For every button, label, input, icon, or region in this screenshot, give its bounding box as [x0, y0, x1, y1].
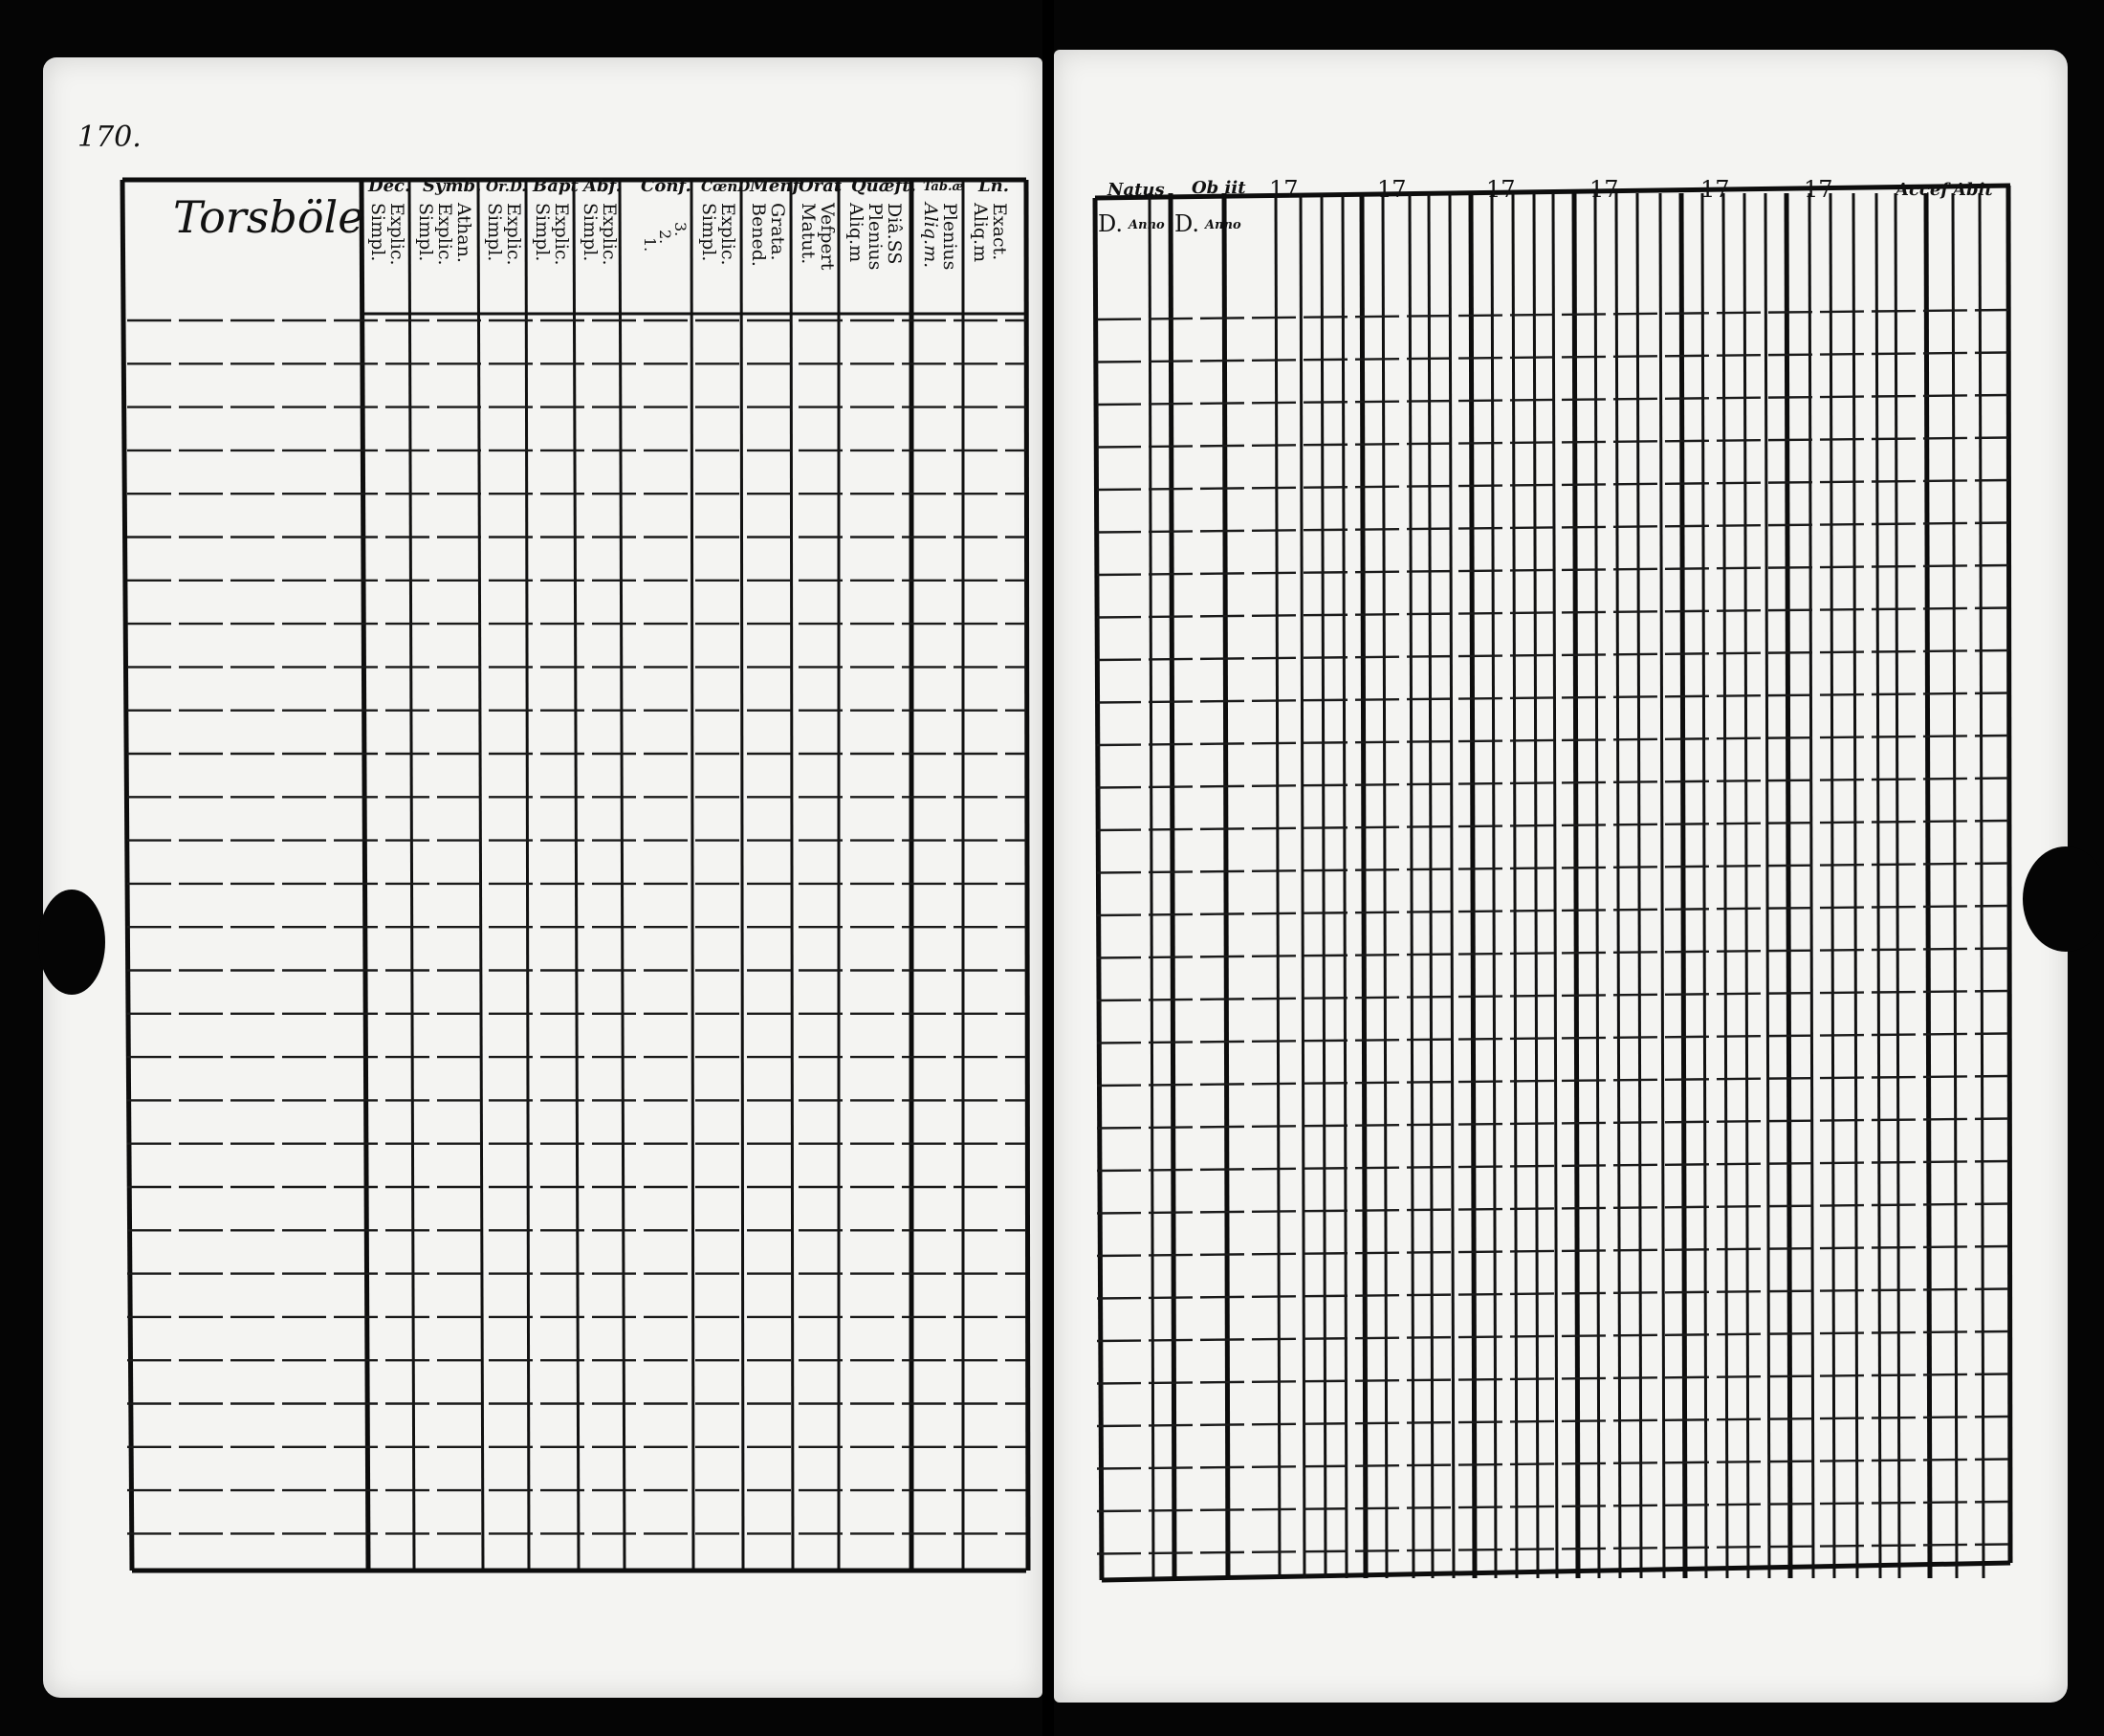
- sub-symb-2: Explic.: [434, 203, 455, 266]
- sub-coend-1: Explic.: [717, 203, 738, 266]
- sub-ln-2: Aliq.m: [970, 203, 991, 263]
- right-row-rule: [1097, 565, 2008, 575]
- col-header-ord: Or.D.: [486, 178, 527, 195]
- sub-abf-1: Explic.: [599, 203, 620, 266]
- right-row-rule: [1097, 1417, 2008, 1426]
- col-header-coend: CœnD: [701, 178, 751, 195]
- sub-ln-1: Exact.: [989, 203, 1010, 261]
- col-header-symb: Symb.: [423, 176, 482, 196]
- right-col-rule: [1150, 193, 1153, 1578]
- right-row-rule: [1097, 991, 2008, 1000]
- right-col-rule: [1876, 193, 1880, 1578]
- col-header-menf: Menf: [750, 176, 800, 196]
- right-col-rule: [1637, 193, 1641, 1578]
- page-number: 170.: [77, 121, 142, 154]
- sub-dec-2: Simpl.: [367, 203, 388, 262]
- col-header-ln: Ln.: [978, 176, 1010, 196]
- page-notch-left: [38, 890, 105, 995]
- col-header-bapt: Bapt: [533, 176, 579, 196]
- accef-header: Accef: [1896, 180, 1949, 200]
- natus-year: Anno: [1129, 218, 1165, 232]
- col-header-tabae: Tab.æ: [923, 180, 964, 194]
- sub-tabae-2: Aliq.m.: [920, 203, 941, 269]
- sub-menf-2: Bened.: [748, 203, 769, 267]
- right-row-rule: [1097, 1161, 2008, 1171]
- year-header-2: 17: [1377, 176, 1407, 203]
- right-col-rule: [1224, 193, 1228, 1578]
- right-col-rule: [1681, 193, 1685, 1578]
- right-row-rule: [1097, 864, 2008, 873]
- sub-orat-1: Vefpert: [817, 203, 838, 271]
- right-row-rule: [1097, 650, 2008, 660]
- right-row-rule: [1097, 1502, 2008, 1511]
- col-header-abf: Abf.: [583, 176, 622, 196]
- sub-conf-1: 1.: [641, 237, 659, 253]
- right-row-rule: [1097, 821, 2008, 830]
- right-grid: [1054, 50, 2068, 1703]
- right-col-rule: [1595, 193, 1599, 1578]
- sub-conf-3: 3.: [671, 222, 690, 237]
- right-row-rule: [1097, 608, 2008, 618]
- right-row-rule: [1097, 1246, 2008, 1256]
- sub-menf-1: Grata.: [767, 203, 788, 261]
- right-row-rule: [1097, 1289, 2008, 1299]
- right-col-rule: [1830, 193, 1834, 1578]
- right-row-rule: [1097, 1460, 2008, 1469]
- sub-conf-2: 2.: [656, 230, 674, 245]
- place-name: Torsböle: [173, 191, 364, 243]
- sub-symb-1: Athan.: [453, 203, 474, 263]
- col-header-quaest: Quæft.: [851, 176, 916, 196]
- right-row-rule: [1097, 1374, 2008, 1384]
- right-col-rule: [1616, 193, 1620, 1578]
- right-col-rule: [1926, 193, 1930, 1578]
- obiit-day: D.: [1174, 210, 1200, 237]
- left-grid: [43, 57, 1042, 1698]
- col-header-dec: Dec.: [368, 176, 411, 196]
- page-notch-right: [2023, 846, 2104, 952]
- sub-coend-2: Simpl.: [698, 203, 719, 262]
- sub-symb-3: Simpl.: [415, 203, 436, 262]
- right-page: [1054, 50, 2068, 1703]
- right-col-rule: [1723, 193, 1727, 1578]
- sub-quaest-2: Plenius: [865, 203, 886, 271]
- right-col-rule: [1301, 193, 1304, 1578]
- right-row-rule: [1097, 1545, 2008, 1554]
- abit-header: Abit: [1953, 180, 1993, 200]
- right-row-rule: [1097, 1204, 2008, 1214]
- sub-quaest-3: Aliq.m: [845, 203, 866, 263]
- right-col-rule: [1553, 193, 1557, 1578]
- col-header-conf: Conf.: [641, 176, 691, 196]
- sub-ord-2: Simpl.: [484, 203, 505, 262]
- right-col-rule: [1276, 193, 1280, 1578]
- year-header-6: 17: [1804, 176, 1833, 203]
- right-col-rule: [1702, 193, 1706, 1578]
- sub-bapt-1: Explic.: [551, 203, 572, 266]
- sub-abf-2: Simpl.: [580, 203, 601, 262]
- obiit-header: Ob iit: [1192, 178, 1246, 198]
- right-col-rule: [1744, 193, 1748, 1578]
- right-row-rule: [1097, 1119, 2008, 1129]
- sub-orat-2: Matut.: [798, 203, 819, 265]
- right-col-rule: [1765, 193, 1769, 1578]
- right-row-rule: [1097, 1034, 2008, 1044]
- right-row-rule: [1097, 1331, 2008, 1341]
- right-col-rule: [1980, 193, 1983, 1578]
- sub-tabae-1: Plenius: [939, 203, 960, 271]
- sub-ord-1: Explic.: [503, 203, 524, 266]
- right-col-rule: [1853, 193, 1857, 1578]
- year-header-1: 17: [1269, 176, 1299, 203]
- natus-day: D.: [1098, 210, 1124, 237]
- obiit-year: Anno: [1205, 218, 1241, 232]
- left-page: [43, 57, 1042, 1698]
- sub-dec-1: Explic.: [386, 203, 407, 266]
- right-row-rule: [1097, 906, 2008, 915]
- right-row-rule: [1097, 949, 2008, 958]
- right-row-rule: [1097, 693, 2008, 703]
- col-header-orat: Orat: [799, 176, 843, 196]
- right-col-rule: [1809, 193, 1813, 1578]
- right-col-rule: [1574, 193, 1578, 1578]
- year-header-3: 17: [1486, 176, 1516, 203]
- right-col-rule: [1953, 193, 1957, 1578]
- right-row-rule: [1097, 779, 2008, 788]
- natus-header: Natus: [1107, 180, 1165, 200]
- book-gutter: [1042, 0, 1054, 1736]
- right-row-rule: [1097, 1076, 2008, 1086]
- year-header-4: 17: [1589, 176, 1619, 203]
- right-col-rule: [1786, 193, 1790, 1578]
- sub-bapt-2: Simpl.: [532, 203, 553, 262]
- sub-quaest-1: Diâ.SS: [884, 203, 905, 265]
- right-col-rule: [1171, 193, 1174, 1578]
- right-col-rule: [1660, 193, 1664, 1578]
- right-col-rule: [1896, 193, 1899, 1578]
- right-col-rule: [1322, 193, 1326, 1578]
- year-header-5: 17: [1700, 176, 1730, 203]
- right-row-rule: [1097, 736, 2008, 745]
